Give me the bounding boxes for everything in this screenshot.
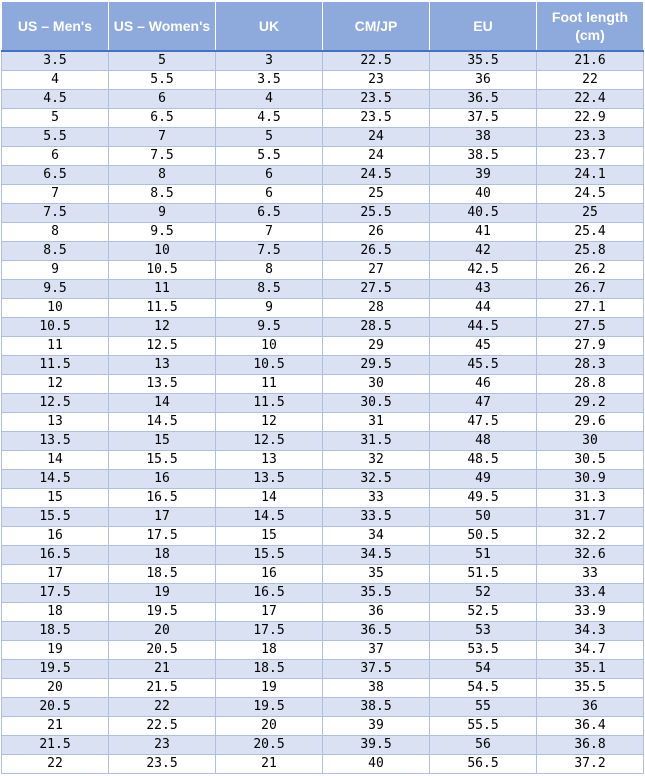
table-row: [2, 736, 644, 755]
cell-cm-jp: 26.5: [323, 242, 430, 261]
table-row: [2, 565, 644, 584]
cell-cm-jp: 38: [323, 679, 430, 698]
cell-us-womens: 15: [109, 432, 216, 451]
cell-cm-jp: 37: [323, 641, 430, 660]
cell-uk: 6: [216, 166, 323, 185]
cell-foot-length: 36.4: [537, 717, 644, 736]
cell-uk: 18.5: [216, 660, 323, 679]
table-row: [2, 90, 644, 109]
cell-eu: 55: [430, 698, 537, 717]
cell-foot-length: 35.1: [537, 660, 644, 679]
cell-foot-length: 33: [537, 565, 644, 584]
cell-foot-length: 22.9: [537, 109, 644, 128]
cell-us-mens: 8.5: [2, 242, 109, 261]
cell-cm-jp: 27.5: [323, 280, 430, 299]
cell-uk: 11.5: [216, 394, 323, 413]
cell-foot-length: 27.1: [537, 299, 644, 318]
cell-foot-length: 30.9: [537, 470, 644, 489]
cell-cm-jp: 29.5: [323, 356, 430, 375]
cell-us-mens: 5: [2, 109, 109, 128]
table-row: [2, 261, 644, 280]
cell-us-womens: 21: [109, 660, 216, 679]
table-row: [2, 166, 644, 185]
cell-us-mens: 10.5: [2, 318, 109, 337]
cell-us-womens: 8.5: [109, 185, 216, 204]
cell-foot-length: 37.2: [537, 755, 644, 774]
cell-eu: 40: [430, 185, 537, 204]
cell-uk: 4.5: [216, 109, 323, 128]
cell-us-mens: 21.5: [2, 736, 109, 755]
cell-cm-jp: 29: [323, 337, 430, 356]
cell-foot-length: 31.3: [537, 489, 644, 508]
cell-foot-length: 26.7: [537, 280, 644, 299]
cell-us-womens: 8: [109, 166, 216, 185]
cell-eu: 38: [430, 128, 537, 147]
cell-uk: 18: [216, 641, 323, 660]
cell-us-womens: 17.5: [109, 527, 216, 546]
header-row: [2, 2, 644, 52]
cell-us-mens: 22: [2, 755, 109, 774]
cell-cm-jp: 25: [323, 185, 430, 204]
cell-us-mens: 20: [2, 679, 109, 698]
cell-uk: 16.5: [216, 584, 323, 603]
cell-eu: 47.5: [430, 413, 537, 432]
header-cm-jp: CM/JP: [323, 2, 430, 52]
cell-foot-length: 30.5: [537, 451, 644, 470]
cell-eu: 52.5: [430, 603, 537, 622]
cell-cm-jp: 36.5: [323, 622, 430, 641]
cell-eu: 45: [430, 337, 537, 356]
cell-us-mens: 20.5: [2, 698, 109, 717]
table-row: [2, 679, 644, 698]
table-row: [2, 546, 644, 565]
cell-us-mens: 11: [2, 337, 109, 356]
cell-us-mens: 14: [2, 451, 109, 470]
cell-us-womens: 6.5: [109, 109, 216, 128]
cell-us-womens: 11.5: [109, 299, 216, 318]
cell-foot-length: 25.4: [537, 223, 644, 242]
cell-cm-jp: 34.5: [323, 546, 430, 565]
cell-us-womens: 12: [109, 318, 216, 337]
cell-eu: 36: [430, 71, 537, 90]
cell-uk: 5.5: [216, 147, 323, 166]
cell-us-womens: 16.5: [109, 489, 216, 508]
cell-uk: 9.5: [216, 318, 323, 337]
cell-uk: 4: [216, 90, 323, 109]
cell-us-womens: 7.5: [109, 147, 216, 166]
cell-cm-jp: 40: [323, 755, 430, 774]
cell-us-mens: 18.5: [2, 622, 109, 641]
cell-foot-length: 36.8: [537, 736, 644, 755]
cell-eu: 56: [430, 736, 537, 755]
cell-us-womens: 5.5: [109, 71, 216, 90]
cell-eu: 50: [430, 508, 537, 527]
cell-us-mens: 16: [2, 527, 109, 546]
cell-cm-jp: 24: [323, 147, 430, 166]
table-row: [2, 603, 644, 622]
cell-eu: 45.5: [430, 356, 537, 375]
cell-cm-jp: 26: [323, 223, 430, 242]
cell-uk: 20: [216, 717, 323, 736]
cell-us-womens: 20.5: [109, 641, 216, 660]
cell-foot-length: 30: [537, 432, 644, 451]
cell-cm-jp: 30: [323, 375, 430, 394]
cell-eu: 37.5: [430, 109, 537, 128]
cell-cm-jp: 39: [323, 717, 430, 736]
cell-us-womens: 9.5: [109, 223, 216, 242]
cell-foot-length: 24.5: [537, 185, 644, 204]
cell-foot-length: 23.7: [537, 147, 644, 166]
cell-us-mens: 4: [2, 71, 109, 90]
cell-eu: 43: [430, 280, 537, 299]
cell-eu: 49.5: [430, 489, 537, 508]
cell-foot-length: 27.5: [537, 318, 644, 337]
cell-us-womens: 14.5: [109, 413, 216, 432]
cell-eu: 53.5: [430, 641, 537, 660]
cell-uk: 14: [216, 489, 323, 508]
cell-eu: 39: [430, 166, 537, 185]
table-row: [2, 698, 644, 717]
cell-eu: 41: [430, 223, 537, 242]
cell-eu: 48: [430, 432, 537, 451]
cell-eu: 44.5: [430, 318, 537, 337]
table-row: [2, 242, 644, 261]
cell-cm-jp: 24: [323, 128, 430, 147]
cell-cm-jp: 32: [323, 451, 430, 470]
cell-us-womens: 11: [109, 280, 216, 299]
cell-us-womens: 17: [109, 508, 216, 527]
table-row: [2, 51, 644, 71]
cell-uk: 12.5: [216, 432, 323, 451]
cell-us-womens: 18: [109, 546, 216, 565]
table-header: [2, 2, 644, 52]
cell-foot-length: 22.4: [537, 90, 644, 109]
cell-foot-length: 34.3: [537, 622, 644, 641]
cell-eu: 50.5: [430, 527, 537, 546]
cell-uk: 19.5: [216, 698, 323, 717]
table-row: [2, 109, 644, 128]
cell-uk: 15: [216, 527, 323, 546]
table-row: [2, 451, 644, 470]
cell-foot-length: 35.5: [537, 679, 644, 698]
cell-us-womens: 16: [109, 470, 216, 489]
cell-eu: 51.5: [430, 565, 537, 584]
cell-cm-jp: 30.5: [323, 394, 430, 413]
cell-eu: 36.5: [430, 90, 537, 109]
cell-us-mens: 6.5: [2, 166, 109, 185]
table-body: [2, 51, 644, 774]
cell-foot-length: 25: [537, 204, 644, 223]
cell-uk: 11: [216, 375, 323, 394]
table-row: [2, 185, 644, 204]
header-foot-length: Foot length (cm): [537, 2, 644, 52]
cell-eu: 56.5: [430, 755, 537, 774]
size-conversion-table: [1, 1, 644, 774]
cell-uk: 3.5: [216, 71, 323, 90]
cell-cm-jp: 22.5: [323, 51, 430, 71]
header-us-mens: US – Men's: [2, 2, 109, 52]
cell-foot-length: 29.2: [537, 394, 644, 413]
table-row: [2, 413, 644, 432]
cell-cm-jp: 24.5: [323, 166, 430, 185]
cell-foot-length: 26.2: [537, 261, 644, 280]
table-row: [2, 147, 644, 166]
cell-us-mens: 12.5: [2, 394, 109, 413]
table-row: [2, 660, 644, 679]
cell-uk: 17.5: [216, 622, 323, 641]
table-row: [2, 318, 644, 337]
cell-uk: 6.5: [216, 204, 323, 223]
table-row: [2, 755, 644, 774]
cell-us-mens: 15.5: [2, 508, 109, 527]
table-row: [2, 394, 644, 413]
header-eu: EU: [430, 2, 537, 52]
cell-uk: 7: [216, 223, 323, 242]
cell-uk: 8: [216, 261, 323, 280]
cell-foot-length: 22: [537, 71, 644, 90]
cell-uk: 8.5: [216, 280, 323, 299]
cell-us-womens: 19.5: [109, 603, 216, 622]
cell-eu: 48.5: [430, 451, 537, 470]
table-row: [2, 470, 644, 489]
cell-eu: 38.5: [430, 147, 537, 166]
cell-us-womens: 13: [109, 356, 216, 375]
table-row: [2, 508, 644, 527]
cell-us-womens: 19: [109, 584, 216, 603]
table-row: [2, 337, 644, 356]
cell-us-womens: 23.5: [109, 755, 216, 774]
cell-foot-length: 28.8: [537, 375, 644, 394]
cell-us-womens: 15.5: [109, 451, 216, 470]
cell-us-mens: 21: [2, 717, 109, 736]
cell-uk: 7.5: [216, 242, 323, 261]
cell-us-mens: 9.5: [2, 280, 109, 299]
cell-cm-jp: 31.5: [323, 432, 430, 451]
cell-eu: 49: [430, 470, 537, 489]
cell-us-womens: 7: [109, 128, 216, 147]
cell-cm-jp: 23: [323, 71, 430, 90]
table-row: [2, 717, 644, 736]
cell-cm-jp: 25.5: [323, 204, 430, 223]
cell-cm-jp: 28.5: [323, 318, 430, 337]
cell-eu: 55.5: [430, 717, 537, 736]
cell-uk: 13.5: [216, 470, 323, 489]
cell-uk: 13: [216, 451, 323, 470]
cell-us-mens: 10: [2, 299, 109, 318]
cell-us-mens: 9: [2, 261, 109, 280]
cell-us-mens: 19.5: [2, 660, 109, 679]
cell-us-mens: 5.5: [2, 128, 109, 147]
cell-cm-jp: 35: [323, 565, 430, 584]
cell-us-mens: 4.5: [2, 90, 109, 109]
cell-foot-length: 23.3: [537, 128, 644, 147]
cell-us-womens: 6: [109, 90, 216, 109]
cell-us-mens: 18: [2, 603, 109, 622]
cell-us-womens: 21.5: [109, 679, 216, 698]
cell-uk: 5: [216, 128, 323, 147]
table-row: [2, 375, 644, 394]
cell-eu: 44: [430, 299, 537, 318]
cell-cm-jp: 39.5: [323, 736, 430, 755]
cell-cm-jp: 23.5: [323, 109, 430, 128]
table-row: [2, 527, 644, 546]
cell-cm-jp: 33: [323, 489, 430, 508]
cell-foot-length: 32.6: [537, 546, 644, 565]
cell-uk: 21: [216, 755, 323, 774]
cell-us-womens: 22: [109, 698, 216, 717]
cell-cm-jp: 34: [323, 527, 430, 546]
cell-eu: 42.5: [430, 261, 537, 280]
cell-eu: 53: [430, 622, 537, 641]
cell-us-mens: 17.5: [2, 584, 109, 603]
cell-cm-jp: 36: [323, 603, 430, 622]
cell-foot-length: 32.2: [537, 527, 644, 546]
cell-cm-jp: 32.5: [323, 470, 430, 489]
cell-uk: 17: [216, 603, 323, 622]
table-row: [2, 223, 644, 242]
cell-foot-length: 25.8: [537, 242, 644, 261]
cell-us-mens: 15: [2, 489, 109, 508]
cell-cm-jp: 37.5: [323, 660, 430, 679]
cell-us-mens: 8: [2, 223, 109, 242]
table-row: [2, 204, 644, 223]
table-row: [2, 489, 644, 508]
cell-us-mens: 16.5: [2, 546, 109, 565]
cell-eu: 47: [430, 394, 537, 413]
cell-us-womens: 14: [109, 394, 216, 413]
header-us-womens: US – Women's: [109, 2, 216, 52]
cell-uk: 3: [216, 51, 323, 71]
cell-eu: 51: [430, 546, 537, 565]
cell-us-mens: 19: [2, 641, 109, 660]
cell-us-mens: 3.5: [2, 51, 109, 71]
cell-cm-jp: 28: [323, 299, 430, 318]
cell-eu: 40.5: [430, 204, 537, 223]
cell-us-womens: 22.5: [109, 717, 216, 736]
table-row: [2, 280, 644, 299]
cell-foot-length: 33.4: [537, 584, 644, 603]
cell-uk: 6: [216, 185, 323, 204]
cell-uk: 15.5: [216, 546, 323, 565]
cell-uk: 16: [216, 565, 323, 584]
cell-us-mens: 12: [2, 375, 109, 394]
table-row: [2, 622, 644, 641]
cell-us-mens: 13.5: [2, 432, 109, 451]
cell-eu: 46: [430, 375, 537, 394]
cell-eu: 52: [430, 584, 537, 603]
cell-foot-length: 24.1: [537, 166, 644, 185]
cell-uk: 14.5: [216, 508, 323, 527]
cell-uk: 9: [216, 299, 323, 318]
cell-cm-jp: 31: [323, 413, 430, 432]
cell-cm-jp: 33.5: [323, 508, 430, 527]
cell-us-womens: 9: [109, 204, 216, 223]
cell-us-womens: 10: [109, 242, 216, 261]
cell-cm-jp: 23.5: [323, 90, 430, 109]
cell-foot-length: 27.9: [537, 337, 644, 356]
cell-foot-length: 36: [537, 698, 644, 717]
table-row: [2, 584, 644, 603]
cell-foot-length: 28.3: [537, 356, 644, 375]
cell-us-mens: 14.5: [2, 470, 109, 489]
cell-uk: 12: [216, 413, 323, 432]
cell-foot-length: 21.6: [537, 51, 644, 71]
cell-us-mens: 17: [2, 565, 109, 584]
cell-eu: 54: [430, 660, 537, 679]
cell-eu: 42: [430, 242, 537, 261]
cell-foot-length: 31.7: [537, 508, 644, 527]
cell-cm-jp: 35.5: [323, 584, 430, 603]
cell-us-womens: 10.5: [109, 261, 216, 280]
cell-us-mens: 11.5: [2, 356, 109, 375]
cell-us-womens: 18.5: [109, 565, 216, 584]
cell-cm-jp: 27: [323, 261, 430, 280]
table-row: [2, 299, 644, 318]
cell-us-womens: 23: [109, 736, 216, 755]
cell-us-mens: 7.5: [2, 204, 109, 223]
cell-us-mens: 7: [2, 185, 109, 204]
cell-us-mens: 6: [2, 147, 109, 166]
cell-eu: 54.5: [430, 679, 537, 698]
cell-us-mens: 13: [2, 413, 109, 432]
table-row: [2, 128, 644, 147]
header-uk: UK: [216, 2, 323, 52]
cell-eu: 35.5: [430, 51, 537, 71]
cell-uk: 10: [216, 337, 323, 356]
table-row: [2, 641, 644, 660]
table-row: [2, 432, 644, 451]
table-row: [2, 71, 644, 90]
cell-foot-length: 34.7: [537, 641, 644, 660]
cell-us-womens: 5: [109, 51, 216, 71]
cell-foot-length: 29.6: [537, 413, 644, 432]
cell-us-womens: 20: [109, 622, 216, 641]
cell-uk: 10.5: [216, 356, 323, 375]
table-row: [2, 356, 644, 375]
cell-foot-length: 33.9: [537, 603, 644, 622]
cell-us-womens: 12.5: [109, 337, 216, 356]
cell-cm-jp: 38.5: [323, 698, 430, 717]
cell-uk: 20.5: [216, 736, 323, 755]
cell-us-womens: 13.5: [109, 375, 216, 394]
cell-uk: 19: [216, 679, 323, 698]
